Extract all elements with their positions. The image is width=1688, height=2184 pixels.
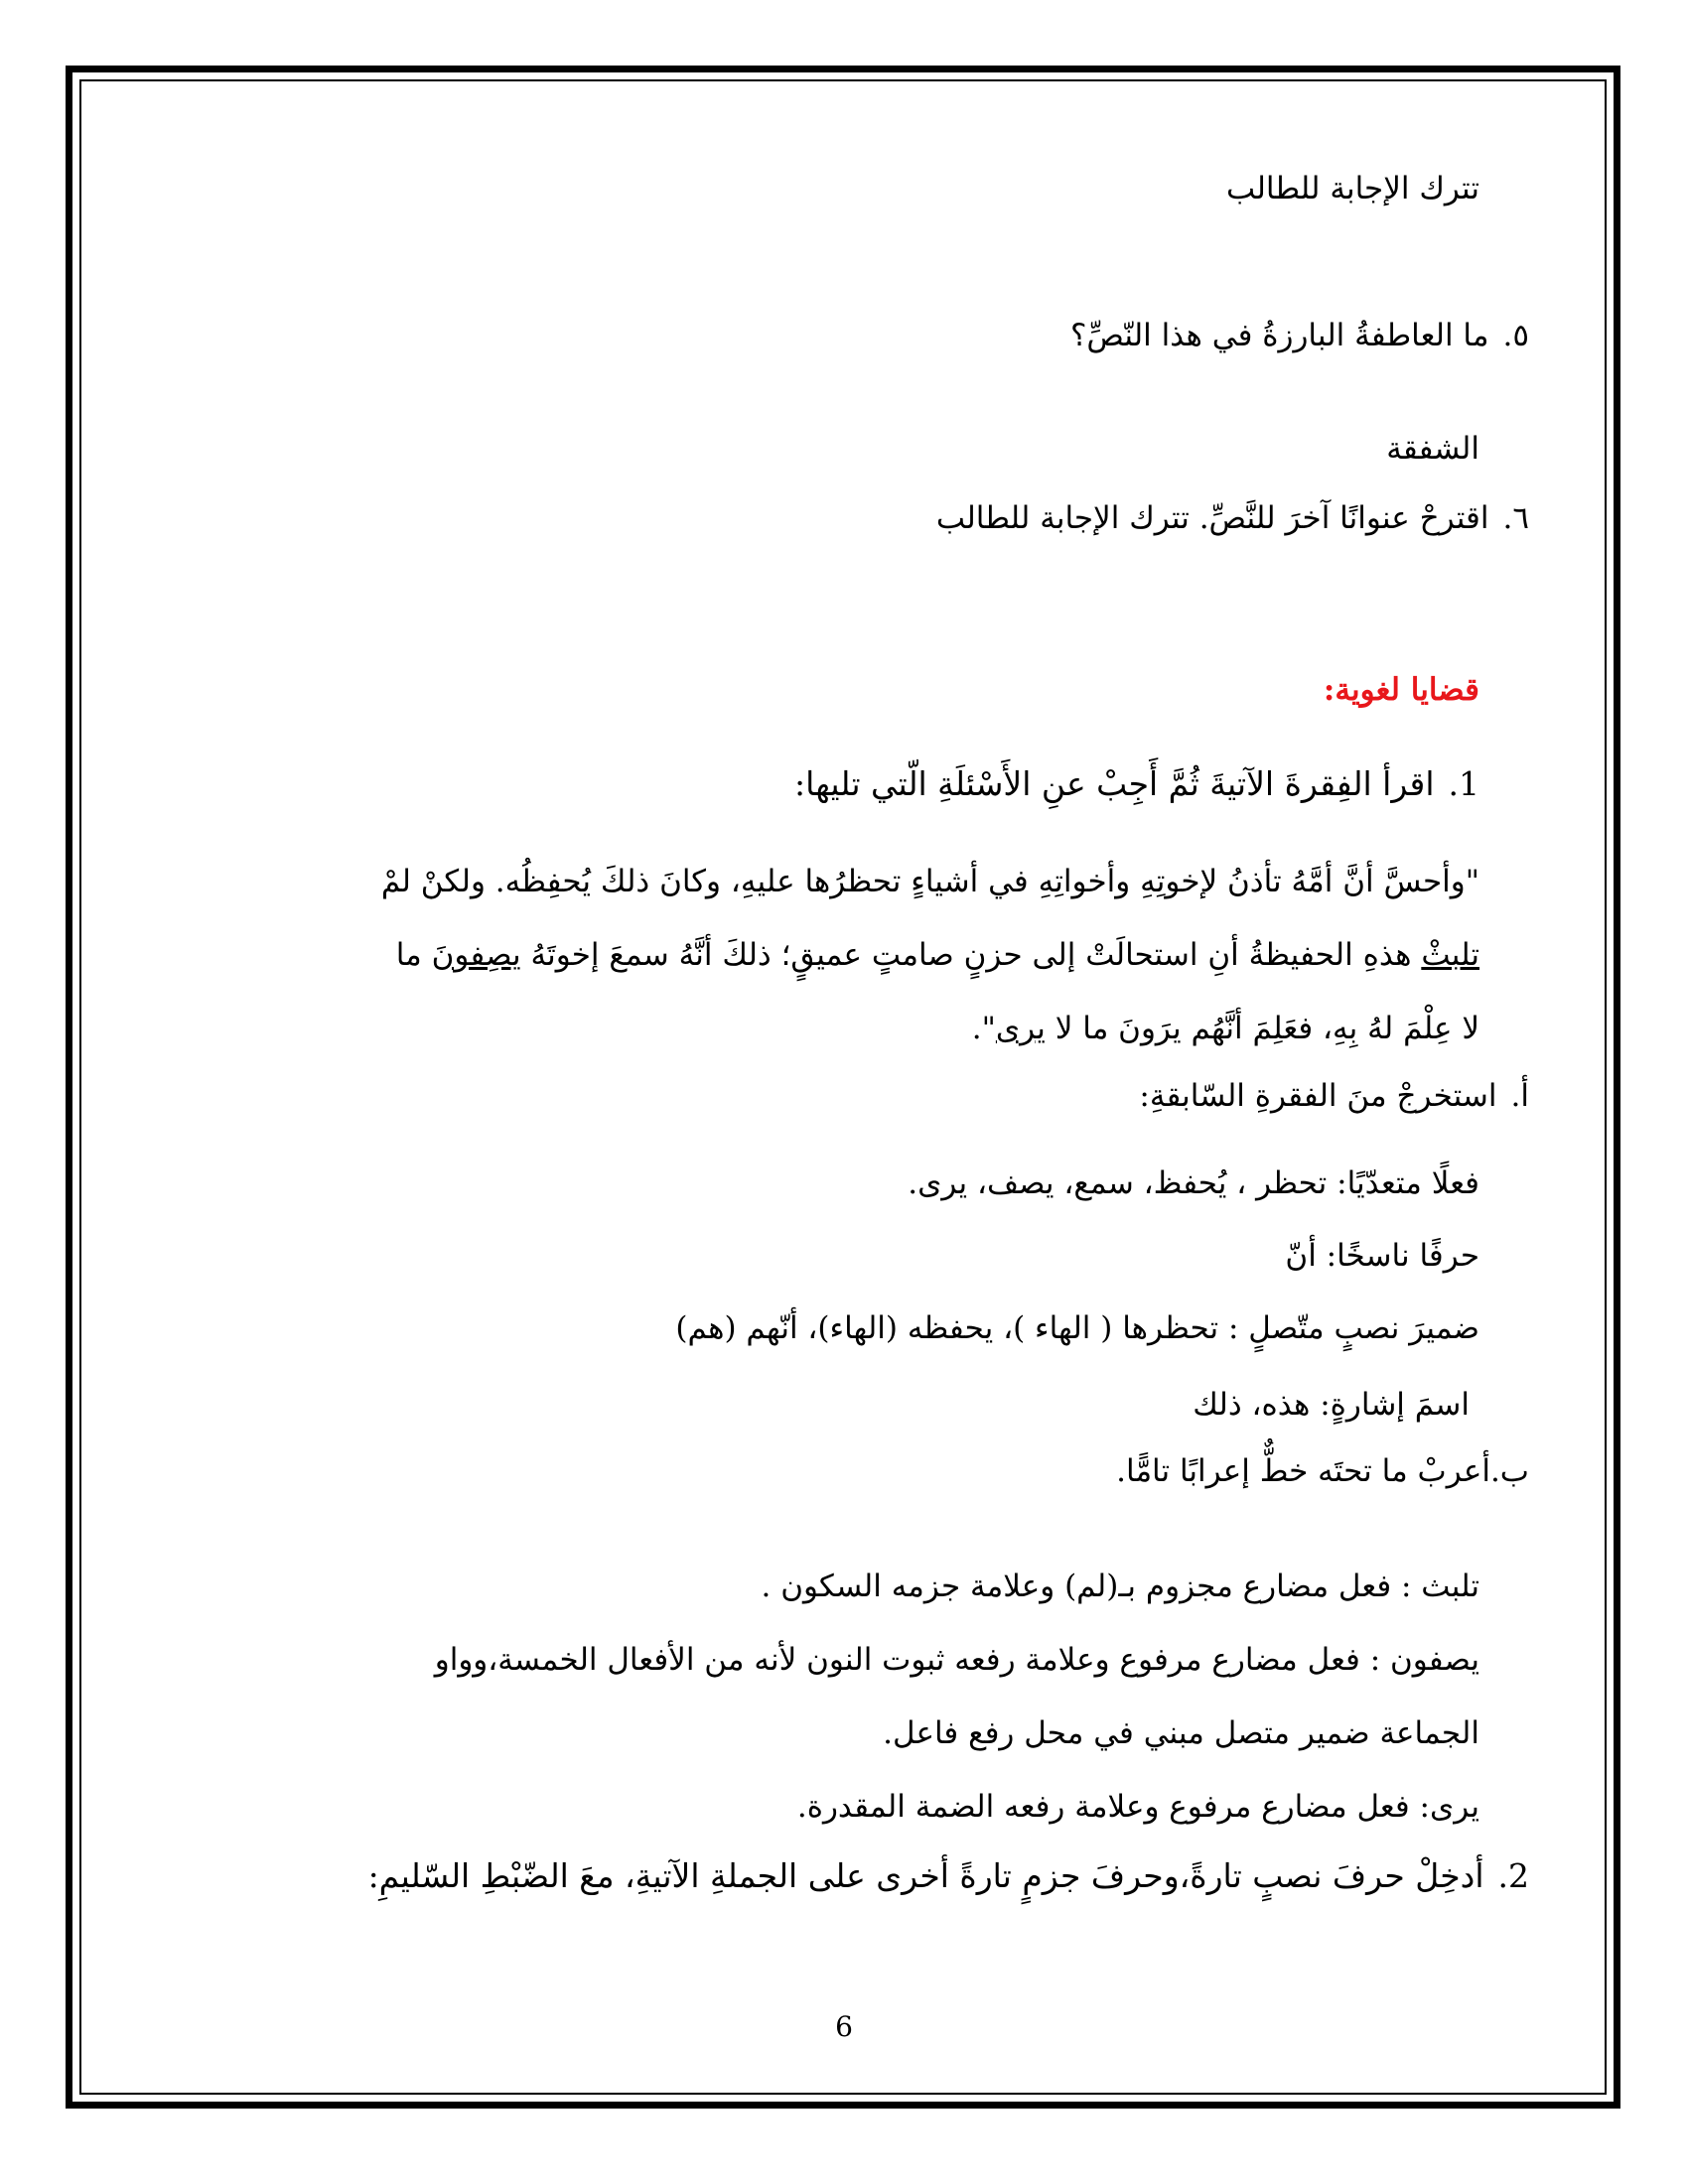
question-6-number: ٦. [1502,500,1529,536]
parsing-line-1: تلبث : فعل مضارع مجزوم بـ(لم) وعلامة جزمه السكون . [761,1569,1479,1604]
question-1-text: اقرأ الفِقرةَ الآتيةَ ثُمَّ أَجِبْ عنِ الأَسْئلَةِ الّتي تليها: [794,764,1435,803]
answer-particle: حرفًا ناسخًا: أنّ [1285,1238,1479,1274]
parsing-line-4: يرى: فعل مضارع مرفوع وعلامة رفعه الضمة المقدرة. [796,1789,1479,1825]
question-a [1139,1076,1529,1116]
paragraph-line-1: "وأحسَّ أنَّ أمَّهُ تأذنُ لإخوتِهِ وأخواتِهِ في أشياءٍ تحظرُها عليهِ، وكانَ ذلكَ يُحفِظُه. ولكنْ لمْ [380,864,1479,899]
question-1 [794,764,1479,804]
parsing-line-2: يصفون : فعل مضارع مرفوع وعلامة رفعه ثبوت النون لأنه من الأفعال الخمسة،وواو [434,1642,1479,1678]
question-b-number: ب. [1489,1453,1529,1489]
paragraph-line-2-middle: هذهِ الحفيظةُ أنِ استحالَتْ إلى حزنٍ صامتٍ عميقٍ؛ ذلكَ أنَّهُ سمعَ إخوتَهُ [520,937,1422,973]
question-2-text: أدخِلْ حرفَ نصبٍ تارةً،وحرفَ جزمٍ تارةً أخرى على الجملةِ الآتيةِ، معَ الضّبْطِ السّليمِ: [367,1856,1484,1895]
answer-pronouns: ضميرَ نصبٍ متّصلٍ : تحظرها ( الهاء )، يحفظه (الهاء)، أنّهم (هم) [675,1310,1479,1346]
parsing-line-3: الجماعة ضمير متصل مبني في محل رفع فاعل. [883,1715,1479,1751]
question-b [1116,1451,1529,1491]
underlined-word-yasifun: يصِفونَ [431,937,521,973]
question-a-text: استخرجْ منَ الفقرةِ السّابقةِ: [1139,1078,1497,1114]
answer-demonstrative: اسمَ إشارةٍ: هذه، ذلك [1193,1387,1470,1423]
underlined-word-talbath: تلبثْ [1421,937,1479,973]
paragraph-line-2 [396,935,1479,975]
page-number: 6 [835,2010,853,2043]
answer-transitive-verbs: فعلًا متعدّيًا: تحظر ، يُحفظ، سمع، يصف، يرى. [908,1165,1479,1201]
answer-left-note: تترك الإجابة للطالب [1226,171,1479,206]
question-2 [368,1856,1529,1896]
question-2-number: 2. [1497,1856,1529,1895]
paragraph-line-3-end: ". [971,1011,996,1046]
question-5 [1070,316,1529,355]
underlined-word-yara: يرى [995,1011,1046,1046]
paragraph-line-2-end: ما [395,937,432,973]
answer-5: الشفقة [1386,431,1479,467]
question-6 [936,498,1529,538]
question-5-number: ٥. [1502,318,1529,353]
question-b-text: أعربْ ما تحتَه خطٌّ إعرابًا تامًّا. [1116,1453,1490,1489]
question-6-text: اقترحْ عنوانًا آخرَ للنَّصِّ. تترك الإجابة للطالب [935,500,1489,536]
section-heading: قضايا لغوية: [1323,672,1479,708]
question-a-number: أ. [1510,1078,1529,1114]
paragraph-line-3-start: لا عِلْمَ لهُ بِهِ، فعَلِمَ أنَّهُم يرَونَ ما لا [1045,1011,1479,1046]
question-5-text: ما العاطفةُ البارزةُ في هذا النّصِّ؟ [1069,318,1489,353]
question-1-number: 1. [1448,764,1479,803]
paragraph-line-3 [972,1009,1479,1048]
